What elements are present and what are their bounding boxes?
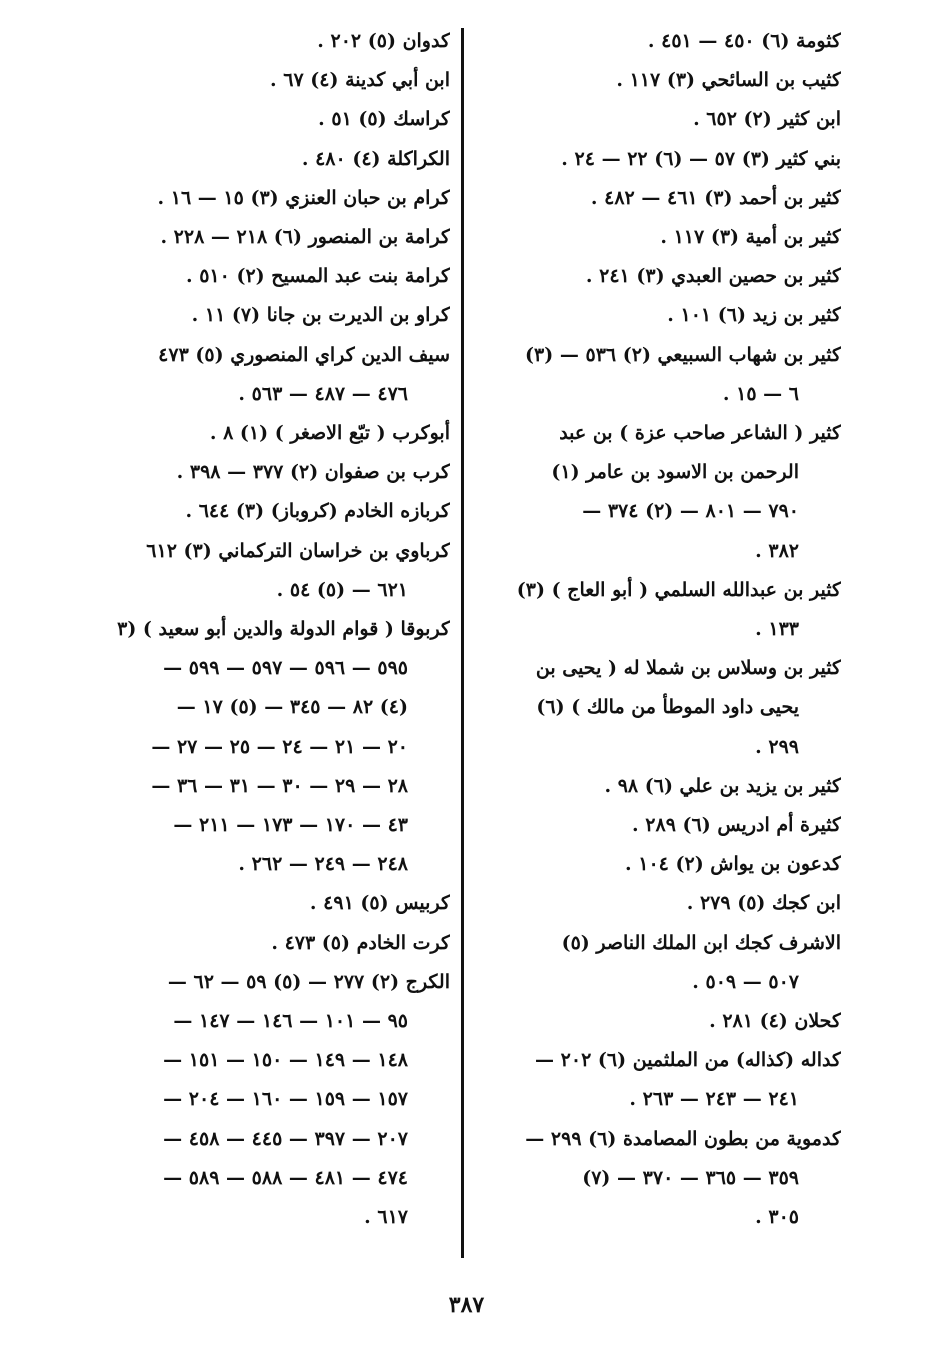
page-number: ٣٨٧ (448, 1292, 485, 1318)
index-entry: كثير بن أمية (٣) ١١٧ . (660, 226, 841, 249)
index-entry: كرام بن حبان العنزي (٣) ١٥ — ١٦ . (157, 186, 450, 209)
index-entry: كثير بن حصين العبدي (٣) ٢٤١ . (585, 265, 841, 288)
index-entry-continuation: ٥٩٥ — ٥٩٦ — ٥٩٧ — ٥٩٩ — (163, 657, 408, 680)
index-entry-continuation: ٣٠٥ . (755, 1206, 799, 1229)
index-entry-continuation: ٦٢١ — (٥) ٥٤ . (276, 578, 408, 601)
index-entry: كثومة (٦) ٤٥٠ — ٤٥١ . (647, 30, 841, 52)
index-entry: كرباوي بن خراسان التركماني (٣) ٦١٢ (146, 539, 450, 562)
index-entry-continuation: ٩٥ — ١٠١ — ١٤٦ — ١٤٧ — (173, 1010, 408, 1033)
index-entry: كربازه الخادم (كروباز) (٣) ٦٤٤ . (185, 500, 450, 523)
index-entry: كثير بن يزيد بن علي (٦) ٩٨ . (604, 774, 841, 797)
column-divider (461, 28, 464, 1258)
index-entry: كثير ( الشاعر صاحب عزة ) بن عبد (559, 422, 841, 445)
index-entry-continuation: ٣٨٢ . (755, 539, 799, 562)
index-entry: كربيس (٥) ٤٩١ . (309, 892, 450, 915)
index-entry: الكراكلة (٤) ٤٨٠ . (301, 147, 450, 170)
index-entry: كثيرة أم ادريس (٦) ٢٨٩ . (632, 814, 841, 837)
index-entry-continuation: ٤٣ — ١٧٠ — ١٧٣ — ٢١١ — (173, 814, 408, 837)
index-entry-continuation: ٢٠٧ — ٣٩٧ — ٤٤٥ — ٤٥٨ — (163, 1127, 408, 1150)
index-entry: كثير بن شهاب السبيعي (٢) ٥٣٦ — (٣) (525, 343, 841, 366)
index-entry: كداله (كذاله) من الملثمين (٦) ٢٠٢ — (535, 1049, 841, 1072)
index-entry: سيف الدين كراي المنصوري (٥) ٤٧٣ (158, 343, 450, 366)
index-entry-continuation: ١٤٨ — ١٤٩ — ١٥٠ — ١٥١ — (163, 1049, 408, 1072)
index-entry: بني كثير (٣) ٥٧ — (٦) ٢٢ — ٢٤ . (561, 147, 841, 170)
index-entry-continuation: ١٥٧ — ١٥٩ — ١٦٠ — ٢٠٤ — (163, 1088, 408, 1111)
index-entry: كربوقا ( قوام الدولة والدين أبو سعيد ) (٣ (117, 618, 450, 641)
index-entry: كثير بن زيد (٦) ١٠١ . (667, 304, 841, 327)
right-index-column (491, 22, 841, 1237)
index-entry: كرامة بنت عبد المسيح (٢) ٥١٠ . (185, 265, 450, 288)
left-index-column (100, 22, 450, 1237)
index-entry: كثير بن عبدالله السلمي ( أبو العاج ) (٣) (516, 578, 841, 601)
index-entry: كثيب بن السائحي (٣) ١١٧ . (616, 69, 841, 92)
index-entry-continuation: ٤٧٤ — ٤٨١ — ٥٨٨ — ٥٨٩ — (163, 1166, 408, 1189)
index-entry: ابن كجك (٥) ٢٧٩ . (686, 892, 841, 915)
index-entry: كدموية من بطون المصامدة (٦) ٢٩٩ — (525, 1127, 841, 1150)
index-entry-continuation: ٦١٧ . (364, 1206, 408, 1229)
index-entry: أبوكرب ( تبّع الاصغر ) (١) ٨ . (209, 422, 450, 445)
index-entry-continuation: ٣٥٩ — ٣٦٥ — ٣٧٠ — (٧) (582, 1166, 799, 1189)
index-entry: ابن أبي كدينة (٤) ٦٧ . (270, 69, 450, 92)
index-entry: كرامة بن المنصور (٦) ٢١٨ — ٢٢٨ . (160, 226, 450, 249)
index-entry-continuation: يحيى داود الموطأ من مالك ) (٦) (536, 696, 799, 719)
index-entry: كرب بن صفوان (٢) ٣٧٧ — ٣٩٨ . (176, 461, 450, 484)
index-entry: الاشرف كجك ابن الملك الناصر (٥) (561, 931, 841, 954)
index-entry-continuation: ٢٠ — ٢١ — ٢٤ — ٢٥ — ٢٧ — (151, 735, 408, 758)
index-entry: كدوان (٥) ٢٠٢ . (317, 30, 450, 52)
index-entry: كراو بن الديرت بن جانا (٧) ١١ . (191, 304, 450, 327)
index-entry-continuation: ٢٨ — ٢٩ — ٣٠ — ٣١ — ٣٦ — (151, 774, 408, 797)
index-entry: كرت الخادم (٥) ٤٧٣ . (271, 931, 450, 954)
index-entry: كثير بن وسلاس بن شملا له ( يحيى بن (535, 657, 841, 680)
index-entry-continuation: ١٣٣ . (755, 618, 799, 641)
index-entry-continuation: ٢٩٩ . (755, 735, 799, 758)
index-entry: كحلان (٤) ٢٨١ . (709, 1010, 841, 1033)
index-entry-continuation: الرحمن بن الاسود بن عامر (١) (551, 461, 799, 484)
index-entry: الكرج (٢) ٢٧٧ — (٥) ٥٩ — ٦٢ — (167, 970, 450, 993)
index-entry-continuation: ٧٩٠ — ٨٠١ — (٢) ٣٧٤ — (582, 500, 799, 523)
index-entry-continuation: ٥٠٧ — ٥٠٩ . (692, 970, 799, 993)
index-entry-continuation: ٤٧٦ — ٤٨٧ — ٥٦٣ . (238, 382, 408, 405)
index-entry-continuation: ٢٤١ — ٢٤٣ — ٢٦٣ . (629, 1088, 799, 1111)
index-entry: كثير بن أحمد (٣) ٤٦١ — ٤٨٢ . (590, 186, 841, 209)
index-entry-continuation: (٤) ٨٢ — ٣٤٥ — (٥) ١٧ — (176, 696, 408, 719)
index-entry-continuation: ٢٤٨ — ٢٤٩ — ٢٦٢ . (238, 853, 408, 876)
index-entry: ابن كثير (٢) ٦٥٢ . (693, 108, 841, 131)
index-entry-continuation: ٦ — ١٥ . (722, 382, 799, 405)
index-entry: كدعون بن يواش (٢) ١٠٤ . (625, 853, 841, 876)
index-entry: كراسك (٥) ٥١ . (318, 108, 450, 131)
